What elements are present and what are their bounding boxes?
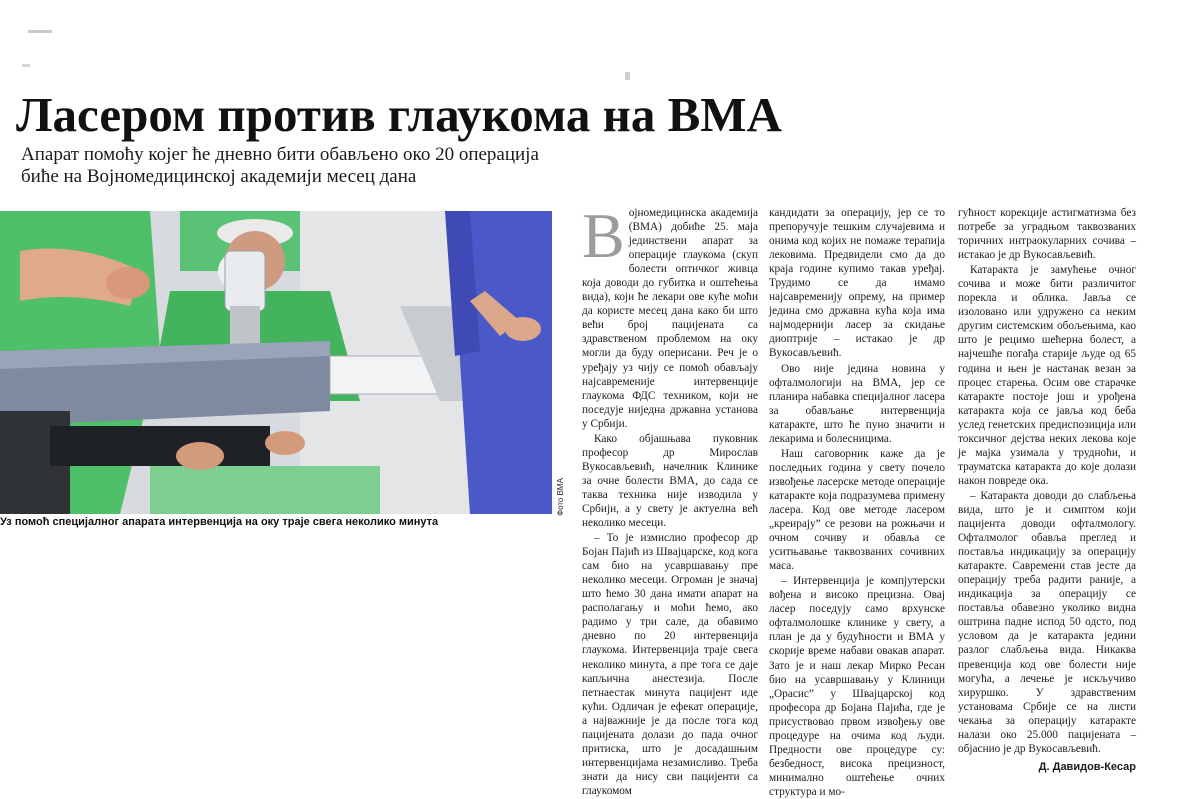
subheadline xyxy=(21,144,581,188)
paragraph: Катаракта је замућење очног сочива и може бити различитог порекла и облика. Јавља се изоловано или удружено са неким другим системским обољењима, као што је рецимо шећерна болест, а најчешће погађа старије људе од 65 година и њен је настанак везан за процес старења. Осим ове старачке катаракте постоје још и урођена катаракта која се јавља код беба услед генетских предиспозиција или токсичног дејства неких лекова које је мајка узимала у трудноћи, и трауматска катаракта до које долази након повреде ока. xyxy=(958,264,1136,487)
paragraph: кандидати за операцију, јер се то препоручује тешким случајевима и онима код којих не помаже терапија лековима. Предвидели смо да до краја године купимо такав уређај. Трудимо се да имамо најсавременију опрему, на пример једина смо државна кућа која има најмодернији ласер за скидање диоптрије – истакао је др Вукосављевић. xyxy=(769,207,945,360)
article-column-2 xyxy=(769,206,945,799)
paragraph: гућност корекције астигматизма без потребе за уградњом таквозваних торичних интраокуларних сочива – истакао је др Вукосављевић. xyxy=(958,207,1136,262)
photo-caption: Уз помоћ специјалног апарата интервенција на оку траје свега неколико минута xyxy=(0,516,439,528)
paragraph: – Интервенција је компјутерски вођена и високо прецизна. Овај ласер поседују само врхунске офталмолошке клинике у свету, а план је да у будућности и ВМА у скорије време набави овакав апарат. Зато је и наш лекар Мирко Ресан био на усавршавању у Клиници „Орасис” у Швајцарској код професора др Бојана Пајића, где је присуствовао првом извођењу ове процедуре на очима код људи. Предности ове процедуре су: безбедност, висока прецизност, минимално оштећење очних структура и мо- xyxy=(769,575,945,798)
print-speck xyxy=(28,30,52,33)
subheadline-line: Апарат помоћу којег ће дневно бити обављено око 20 операција xyxy=(21,144,539,165)
paragraph: ојномедицинска академија (ВМА) добиће 25. маја јединствени апарат за операције глаукома (скуп болести оптичког живца која доводи до губитка и оштећења вида), који ће лекари ове куће моћи да користе месец дана како би што већи број пацијената са здравственом проблемом на оку могли да буду оперисани. Реч је о уређају уз чију се помоћ обављају најсавременије интервенције глаукома ФДС техником, који не поседује ниједна државна установа у Србији. xyxy=(582,207,758,430)
article-column-1 xyxy=(582,200,758,798)
eye-surgery-photo xyxy=(0,211,552,514)
paragraph: – То је измислио професор др Бојан Пајић из Швајцарске, код кога сам био на усавршавању пре неколико месеци. Огроман је значај што ћемо 30 дана имати апарат на располагању и моћи ћемо, ако радимо у три сале, да обавимо дневно по 20 интервенција глаукома. Интервенција траје свега неколико минута, а пре тога се даје капљична анестезија. После петнаестак минута пацијент иде кући. Одличан је ефекат операције, а најважније је да после тога код пацијената долази до пада очног притиска, што је досадашњим интервенцијама незамисливо. Треба знати да нису сви пацијенти са глаукомом xyxy=(582,532,758,797)
headline: Ласером против глаукома на ВМА xyxy=(16,87,782,142)
subheadline-line: биће на Војномедицинској академији месец дана xyxy=(21,166,417,187)
article-column-3 xyxy=(958,206,1136,774)
print-speck xyxy=(625,72,630,80)
paragraph: Ово није једина новина у офталмологији на ВМА, јер се планира набавка специјалног ласера за обављање интервенција катаракте, што ће пуно значити и лекарима и болесницима. xyxy=(769,362,945,445)
print-speck xyxy=(22,64,30,67)
drop-cap: В xyxy=(582,200,625,271)
paragraph: Наш саговорник каже да је последњих година у свету почело извођење ласерске методе операције катаракте која подразумева примену ласера. Код ове методе ласером „креирају” се резови на рожњачи и очном сочиву и обавља се уситњавање таквозваних сочивних маса. xyxy=(769,447,945,573)
byline: Д. Давидов-Кесар xyxy=(1038,760,1136,773)
paragraph: Како објашњава пуковник професор др Мирослав Вукосављевић, начелник Клинике за очне болести ВМА, до сада се таква техника није изводила у Србији, а у свету је актуелна већ неколико месеци. xyxy=(582,432,758,530)
article-photo xyxy=(0,211,552,514)
photo-credit: Фото ВМА xyxy=(556,478,565,516)
paragraph: – Катаракта доводи до слабљења вида, што је и симптом који пацијента доводи офталмологу. Офталмолог обавља преглед и поставља индикацију за операцију катаракте. Савремени став јесте да операцију треба радити раније, а индикација за операцију се поставља обавезно уколико видна оштрина падне испод 50 одсто, под условом да је катаракта једини разлог слабљења вида. Никаква превенција код ове болести није могућа, а лечење је искључиво хируршко. У здравственим установама Србије се на листи чекања за операцију катаракте налази око 25.000 пацијената – објаснио је др Вукосављевић. xyxy=(958,489,1136,755)
